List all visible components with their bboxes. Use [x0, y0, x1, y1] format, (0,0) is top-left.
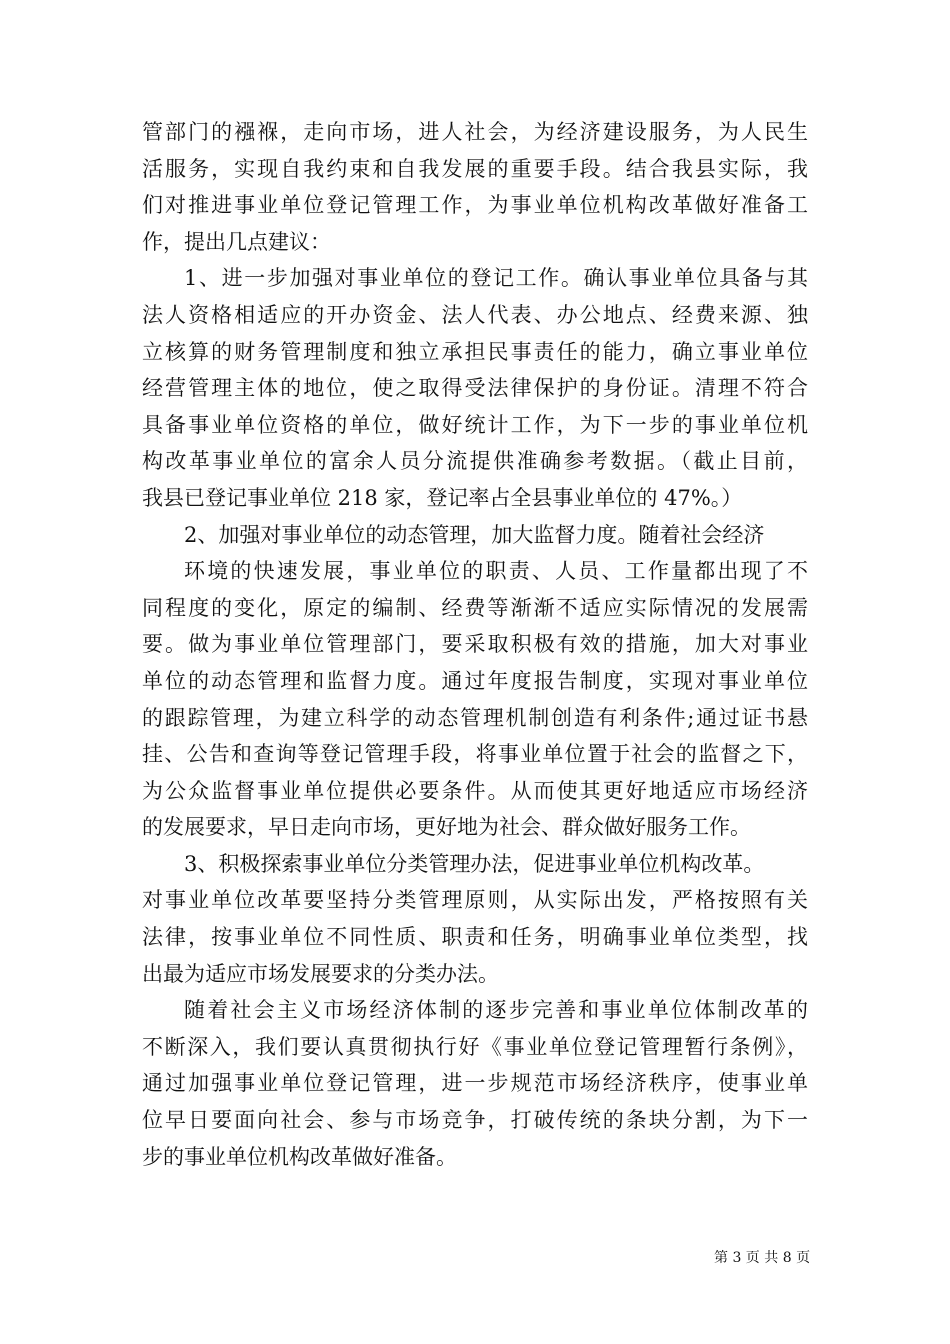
text-line: 构改革事业单位的富余人员分流提供准确参考数据。（截止目前，: [142, 449, 808, 474]
text-line: 单位的动态管理和监督力度。通过年度报告制度，实现对事业单位: [142, 668, 808, 693]
text-line: 为公众监督事业单位提供必要条件。从而使其更好地适应市场经济: [142, 778, 808, 803]
text-line: 同程度的变化，原定的编制、经费等渐渐不适应实际情况的发展需: [142, 595, 808, 620]
text-line: 我县已登记事业单位 218 家，登记率占全县事业单位的 47%。）: [142, 485, 743, 510]
text-line: 活服务，实现自我约束和自我发展的重要手段。结合我县实际，我: [142, 156, 808, 181]
text-line: 挂、公告和查询等登记管理手段，将事业单位置于社会的监督之下，: [142, 742, 808, 767]
text-line: 立核算的财务管理制度和独立承担民事责任的能力，确立事业单位: [142, 339, 808, 364]
text-line: 通过加强事业单位登记管理，进一步规范市场经济秩序，使事业单: [142, 1071, 808, 1096]
text-line: 3、积极探索事业单位分类管理办法，促进事业单位机构改革。: [184, 851, 765, 876]
document-body: [142, 114, 808, 1175]
text-line: 的发展要求，早日走向市场，更好地为社会、群众做好服务工作。: [142, 815, 751, 840]
text-line: 管部门的襁褓，走向市场，进人社会，为经济建设服务，为人民生: [142, 120, 808, 144]
page-number-footer: 第 3 页 共 8 页: [714, 1250, 811, 1266]
text-line: 出最为适应市场发展要求的分类办法。: [142, 961, 499, 986]
text-line: 具备事业单位资格的单位，做好统计工作，为下一步的事业单位机: [142, 412, 808, 437]
text-line: 们对推进事业单位登记管理工作，为事业单位机构改革做好准备工: [142, 193, 808, 218]
text-line: 1、进一步加强对事业单位的登记工作。确认事业单位具备与其: [184, 266, 808, 291]
text-line: 经营管理主体的地位，使之取得受法律保护的身份证。清理不符合: [142, 376, 808, 401]
text-line: 位早日要面向社会、参与市场竞争，打破传统的条块分割，为下一: [142, 1108, 808, 1133]
text-line: 环境的快速发展，事业单位的职责、人员、工作量都出现了不: [184, 559, 808, 584]
text-line: 对事业单位改革要坚持分类管理原则，从实际出发，严格按照有关: [142, 888, 808, 913]
text-line: 步的事业单位机构改革做好准备。: [142, 1144, 457, 1169]
text-line: 的跟踪管理，为建立科学的动态管理机制创造有利条件;通过证书悬: [142, 705, 808, 730]
text-line: 不断深入，我们要认真贯彻执行好《事业单位登记管理暂行条例》，: [142, 1034, 808, 1059]
text-line: 随着社会主义市场经济体制的逐步完善和事业单位体制改革的: [184, 998, 808, 1023]
text-line: 法律，按事业单位不同性质、职责和任务，明确事业单位类型，找: [142, 925, 808, 950]
text-line: 2、加强对事业单位的动态管理，加大监督力度。随着社会经济: [184, 522, 765, 547]
text-line: 要。做为事业单位管理部门，要采取积极有效的措施，加大对事业: [142, 632, 808, 657]
text-line: 法人资格相适应的开办资金、法人代表、办公地点、经费来源、独: [142, 302, 808, 327]
text-line: 作，提出几点建议：: [142, 229, 331, 254]
